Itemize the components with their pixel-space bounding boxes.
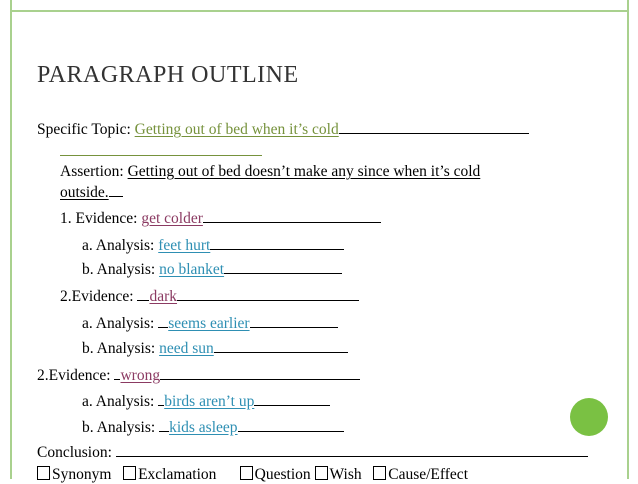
evidence-2-analysis-b-row (82, 338, 348, 359)
checkbox-icon (315, 466, 328, 480)
assertion-row (60, 162, 480, 182)
evidence-2-lead-blank (137, 286, 149, 301)
evidence-2-analysis-b-label: b. Analysis: (82, 340, 156, 357)
evidence-2-analysis-a-blank (250, 313, 338, 328)
evidence-3-analysis-b-value: kids asleep (169, 419, 238, 436)
evidence-3-analysis-a-value: birds aren’t up (164, 393, 255, 410)
evidence-3-analysis-a-row (82, 391, 330, 412)
checkbox-icon (240, 466, 253, 480)
assertion-value-line1: Getting out of bed doesn’t make any since when it’s cold (127, 163, 481, 180)
assertion-blank (109, 182, 123, 197)
checkbox-exclamation-label: Exclamation (138, 466, 217, 483)
evidence-2-analysis-a-lead-blank (158, 313, 168, 328)
evidence-3-analysis-b-label: b. Analysis: (82, 419, 156, 436)
evidence-2-blank (177, 286, 359, 301)
sentence-type-checklist (37, 466, 468, 484)
evidence-3-analysis-b-lead-blank (159, 417, 169, 432)
checkbox-wish[interactable] (315, 466, 362, 483)
checkbox-question[interactable] (240, 466, 311, 483)
checkbox-icon (373, 466, 386, 480)
evidence-2-value: dark (149, 288, 178, 305)
evidence-3-row (37, 365, 360, 386)
evidence-1-blank (203, 208, 381, 223)
evidence-3-blank (160, 365, 360, 380)
evidence-2-analysis-a-row (82, 313, 338, 334)
evidence-1-value: get colder (141, 210, 203, 227)
evidence-2-analysis-a-value: seems earlier (168, 315, 250, 332)
conclusion-row (37, 442, 588, 463)
specific-topic-row (37, 119, 529, 140)
checkbox-icon (37, 466, 50, 480)
checkbox-wish-label: Wish (329, 466, 362, 483)
assertion-row-2 (60, 182, 123, 203)
evidence-1-label: 1. Evidence: (60, 210, 138, 227)
evidence-1-analysis-b-blank (224, 259, 342, 274)
assertion-label: Assertion: (60, 163, 124, 180)
evidence-2-row (60, 286, 359, 307)
evidence-3-label: 2.Evidence: (37, 367, 111, 384)
checkbox-icon (123, 466, 136, 480)
checkbox-cause-effect-label: Cause/Effect (388, 466, 468, 483)
evidence-1-analysis-a-value: feet hurt (158, 237, 211, 254)
specific-topic-label: Specific Topic: (37, 121, 131, 138)
conclusion-label: Conclusion: (37, 444, 112, 461)
evidence-2-analysis-a-label: a. Analysis: (82, 315, 155, 332)
specific-topic-blank-line2 (60, 141, 262, 156)
right-border-rule (627, 0, 629, 479)
evidence-2-label: 2.Evidence: (60, 288, 134, 305)
checkbox-exclamation[interactable] (123, 466, 216, 483)
evidence-1-row (60, 208, 381, 229)
evidence-3-analysis-b-row (82, 417, 344, 438)
page-title: PARAGRAPH OUTLINE (37, 62, 299, 88)
evidence-1-analysis-a-label: a. Analysis: (82, 237, 155, 254)
evidence-3-analysis-b-blank (238, 417, 344, 432)
evidence-1-analysis-a-row (82, 235, 344, 256)
specific-topic-blank (339, 119, 529, 134)
checkbox-synonym[interactable] (37, 466, 111, 483)
left-border-rule (10, 0, 12, 479)
evidence-1-analysis-a-blank (210, 235, 344, 250)
evidence-1-analysis-b-label: b. Analysis: (82, 261, 156, 278)
evidence-1-analysis-b-value: no blanket (159, 261, 225, 278)
checkbox-synonym-label: Synonym (52, 466, 112, 483)
evidence-3-analysis-a-label: a. Analysis: (82, 393, 155, 410)
evidence-3-analysis-a-blank (254, 391, 330, 406)
checkbox-cause-effect[interactable] (373, 466, 468, 483)
evidence-1-analysis-b-row (82, 259, 342, 280)
specific-topic-value: Getting out of bed when it’s cold (134, 121, 339, 138)
evidence-2-analysis-b-blank (214, 338, 348, 353)
decorative-dot (570, 398, 608, 436)
top-border-rule (10, 10, 629, 12)
evidence-3-value: wrong (120, 367, 161, 384)
assertion-value-line2: outside. (60, 184, 109, 201)
checkbox-question-label: Question (254, 466, 311, 483)
evidence-2-analysis-b-value: need sun (159, 340, 214, 357)
conclusion-blank[interactable] (116, 442, 588, 457)
